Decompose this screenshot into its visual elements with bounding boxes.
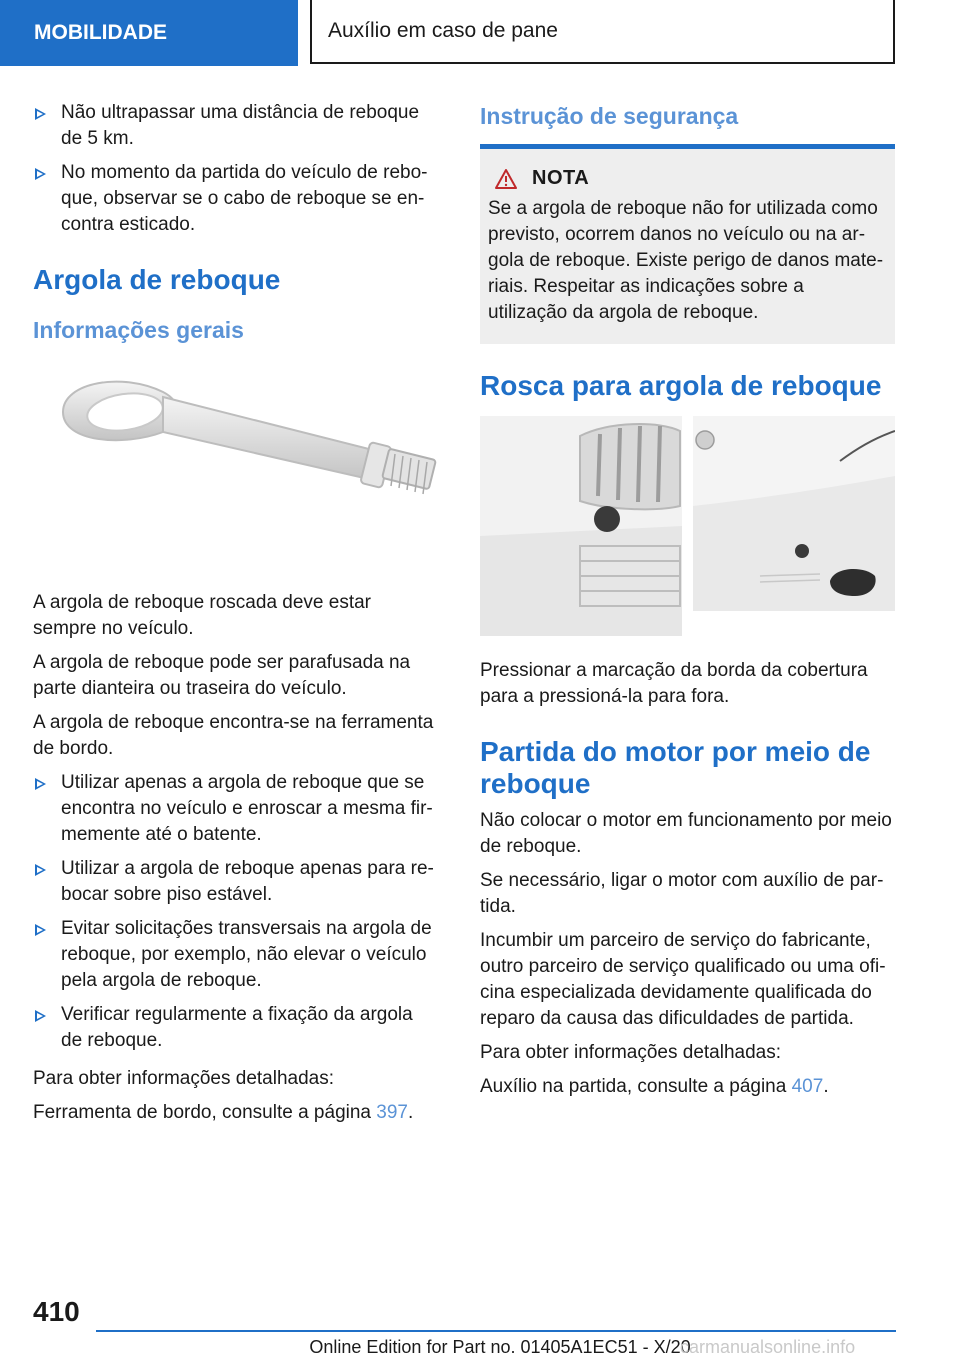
list-item: Não ultrapassar uma distância de reboque de 5 km.	[33, 100, 438, 152]
warning-icon	[494, 168, 518, 190]
section-heading: Partida do motor por meio de reboque	[480, 736, 871, 799]
note-text: Se a argola de reboque não for utilizada como previsto, ocorrem danos no veículo ou na argola de reboque. Existe perigo de danos materiais. Respeitar as indicações sobre a utilização da argola de reboque.	[488, 198, 884, 323]
triangle-bullet-icon	[35, 864, 46, 876]
paragraph: Incumbir um parceiro de serviço do fabricante, outro parceiro de serviço qualificado ou uma oficina especializada devidamente qualificada do reparo da causa das dificuldades de partida.	[480, 930, 886, 1029]
page-header	[0, 0, 960, 66]
more-info-text: Para obter informações detalhadas:	[33, 1068, 335, 1089]
list-item: Verificar regularmente a fixação da argola de reboque.	[33, 1002, 438, 1054]
tow-eye-image	[33, 362, 438, 562]
tow-eye-illustration	[33, 362, 438, 562]
watermark: carmanualsonline.info	[680, 1337, 856, 1357]
note-title: NOTA	[532, 167, 590, 189]
paragraph: Se necessário, ligar o motor com auxílio de partida.	[480, 870, 884, 917]
page-link[interactable]: 407	[791, 1076, 824, 1097]
triangle-bullet-icon	[35, 108, 46, 120]
subsection-heading: Informações gerais	[33, 317, 244, 343]
page-reference: Auxílio na partida, consulte a página 407.	[480, 1076, 829, 1097]
right-column	[480, 100, 895, 1108]
page-reference: Ferramenta de bordo, consulte a página 397.	[33, 1102, 414, 1123]
section-heading: Rosca para argola de reboque	[480, 370, 882, 401]
list-item: Evitar solicitações transversais na argola de reboque, por exemplo, não elevar o veículo pela argola de reboque.	[33, 916, 438, 994]
list-item: Utilizar a argola de reboque apenas para rebocar sobre piso estável.	[33, 856, 438, 908]
top-bullet-list	[33, 100, 438, 238]
left-column	[33, 100, 438, 1134]
car-bumper-illustration	[480, 416, 895, 636]
page-number: 410	[33, 1296, 80, 1327]
edition-text: Online Edition for Part no. 01405A1EC51 - X/20	[309, 1337, 691, 1357]
section-tab: MOBILIDADE	[0, 0, 298, 66]
note-header	[488, 167, 887, 190]
chapter-title: Auxílio em caso de pane	[310, 0, 895, 64]
page-link[interactable]: 397	[376, 1102, 408, 1123]
paragraph: A argola de reboque encontra-se na ferramenta de bordo.	[33, 712, 434, 759]
triangle-bullet-icon	[35, 168, 46, 180]
paragraph: Para obter informações detalhadas:	[480, 1042, 782, 1063]
paragraph: A argola de reboque roscada deve estar sempre no veículo.	[33, 592, 372, 639]
usage-bullet-list	[33, 770, 438, 1054]
paragraph: A argola de reboque pode ser parafusada na parte dianteira ou traseira do veículo.	[33, 652, 411, 699]
triangle-bullet-icon	[35, 924, 46, 936]
subsection-heading: Instrução de segurança	[480, 103, 739, 129]
triangle-bullet-icon	[35, 778, 46, 790]
footer-divider	[96, 1330, 896, 1332]
list-item: Utilizar apenas a argola de reboque que se encontra no veículo e enroscar a mesma firmemente até o batente.	[33, 770, 438, 848]
paragraph: Pressionar a marcação da borda da cobertura para a pressioná-la para fora.	[480, 660, 868, 707]
bumper-image	[480, 416, 895, 636]
triangle-bullet-icon	[35, 1010, 46, 1022]
note-box	[480, 144, 895, 344]
section-heading: Argola de reboque	[33, 264, 281, 295]
list-item: No momento da partida do veículo de reboque, observar se o cabo de reboque se encontra esticado.	[33, 160, 438, 238]
paragraph: Não colocar o motor em funcionamento por meio de reboque.	[480, 810, 892, 857]
